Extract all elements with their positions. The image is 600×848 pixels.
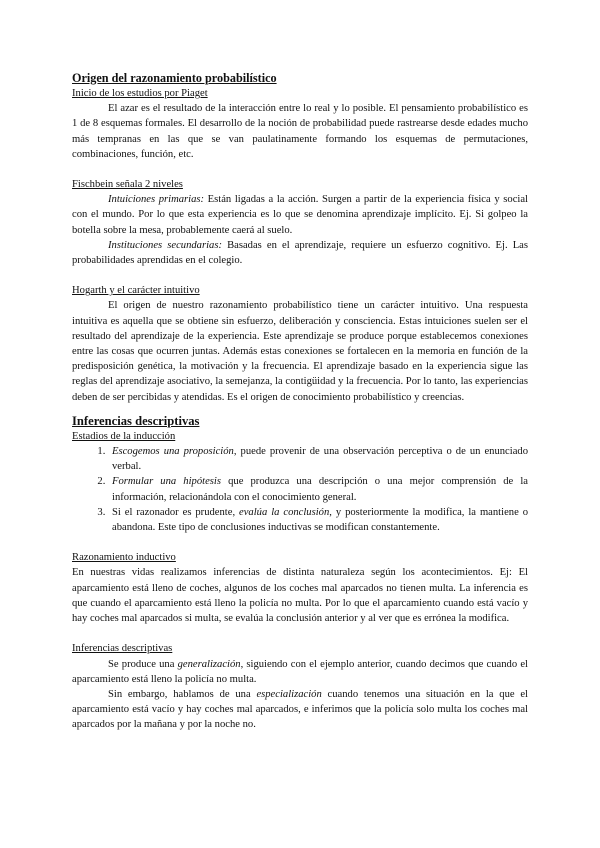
term-generalization: generalización xyxy=(177,658,241,670)
text-primary-intuitions: Están ligadas a la acción. Surgen a partir de la experiencia física y social con el mundo. Por lo que esta experiencia es lo que se denomina aprendizaje implícito. Ej. Si golpeo la botella sobre la mesa, probablemente caerá al suelo. xyxy=(72,194,528,236)
paragraph-piaget: El azar es el resultado de la interacción entre lo real y lo posible. El pensamiento probabilístico es 1 de 8 esquemas formales. El desarrollo de la noción de probabilidad puede rastrearse desde edades mucho más tempranas en las que se van paulatinamente formando los esquemas de permutaciones, combinaciones, función, etc. xyxy=(72,103,528,160)
section-heading-descriptive-inferences: Inferencias descriptivas xyxy=(72,643,173,655)
paragraph-primary-intuitions xyxy=(72,192,528,238)
list-item-term: evalúa la conclusión xyxy=(239,506,330,518)
list-item-text: que produzca una descripción o una mejor comprensión de la información, relacionándola con el conocimiento general. xyxy=(112,476,528,503)
term-secondary-intuitions: Instituciones secundarias: xyxy=(108,239,222,251)
list-item xyxy=(108,444,528,474)
section-heading-induction-stages: Estadios de la inducción xyxy=(72,430,176,442)
text-secondary-intuitions: Basadas en el aprendizaje, requiere un esfuerzo cognitivo. Ej. Las probabilidades aprendidas en el colegio. xyxy=(72,239,528,267)
section-heading-hogarth: Hogarth y el carácter intuitivo xyxy=(72,285,200,297)
list-item-text: , puede provenir de una observación perceptiva o de un enunciado verbal. xyxy=(112,446,528,473)
text-specialization-pre: Sin embargo, hablamos de una xyxy=(108,688,257,700)
section-heading-fischbein: Fischbein señala 2 niveles xyxy=(72,179,183,191)
paragraph-hogarth: El origen de nuestro razonamiento probabilístico tiene un carácter intuitivo. Una respuesta intuitiva es aquella que se obtiene sin esfuerzo, deliberación y consciencia. Estas intuiciones suelen ser el resultado del aprendizaje de la experiencia. Este aprendizaje se produce porque establecemos conexiones entre las cosas que ocurren juntas. Además estas conexiones se fortalecen en la memoria en función de la predisposición genética, la motivación y la frecuencia. El aprendizaje basado en la experiencia sigue las reglas del aprendizaje asociativo, la semejanza, la contigüidad y la frecuencia. Por lo tanto, las experiencias deben de ser percibidas y atendidas. Es el origen de conocimiento probabilístico y creencias. xyxy=(72,300,528,403)
paragraph-generalization xyxy=(72,657,528,687)
list-item-text: , y posteriormente la modifica, la mantiene o abandona. Este tipo de conclusiones inductivas se modifican constantemente. xyxy=(112,506,528,534)
text-generalization-pre: Se produce una xyxy=(108,658,178,670)
induction-stages-list xyxy=(72,444,528,535)
list-item-pre: Si el razonador es prudente, xyxy=(112,506,240,518)
section-title-descriptive-inferences: Inferencias descriptivas xyxy=(72,413,200,428)
text-specialization-post: cuando tenemos una situación en la que el aparcamiento está vacío y hay coches mal aparcados, e inferimos que la policía solo multa los coches mal aparcados por la mañana y por la noche no. xyxy=(72,688,528,731)
list-item-term: Escogemos una proposición xyxy=(112,446,234,458)
paragraph-inductive-reasoning: En nuestras vidas realizamos inferencias de distinta naturaleza según los acontecimientos. Ej: El aparcamiento está lleno de coches, algunos de los coches mal aparcados no tienen multa. La inferencia es que cuando el aparcamiento está lleno la policía no multa. Por lo que el aparcamiento cuando está vacío y hay coches mal aparcados si multa, se evalúa la conclusión anterior y al ver que es errónea la modifica. xyxy=(72,567,528,625)
list-item xyxy=(108,505,528,535)
document-title: Origen del razonamiento probabilístico xyxy=(72,71,277,85)
list-item-term: Formular una hipótesis xyxy=(112,476,221,488)
section-heading-piaget: Inicio de los estudios por Piaget xyxy=(72,88,208,99)
section-heading-inductive-reasoning: Razonamiento inductivo xyxy=(72,552,176,564)
list-item xyxy=(108,474,528,504)
paragraph-specialization xyxy=(72,687,528,733)
term-primary-intuitions: Intuiciones primarias: xyxy=(108,194,205,206)
term-specialization: especialización xyxy=(256,688,322,700)
paragraph-secondary-intuitions xyxy=(72,238,528,268)
text-generalization-post: , siguiendo con el ejemplo anterior, cuando decimos que cuando el aparcamiento está lleno la policía no multa. xyxy=(72,658,528,685)
document-body xyxy=(72,70,528,733)
